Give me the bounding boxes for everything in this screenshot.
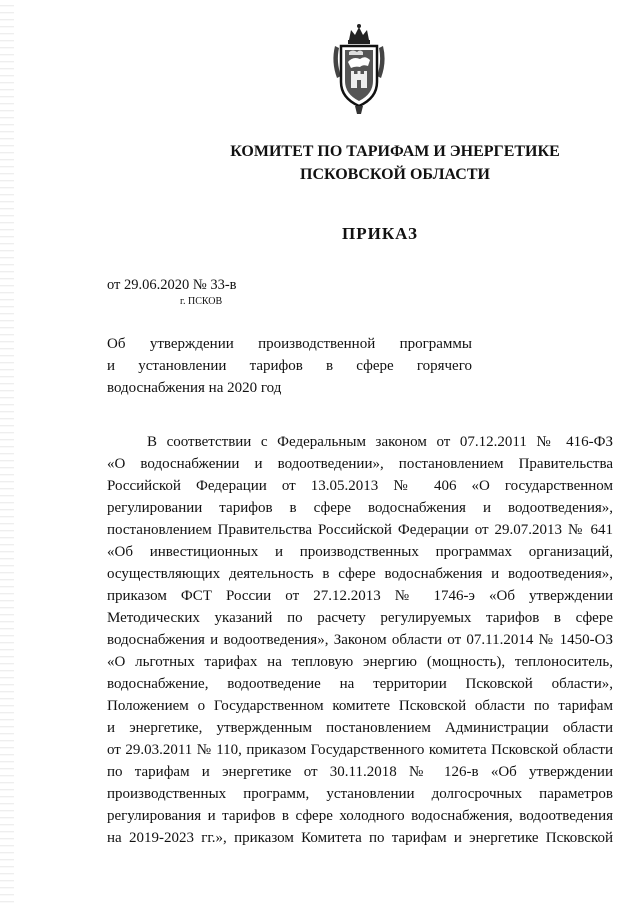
document-type-heading: ПРИКАЗ [342,224,418,243]
body-line: производственных программ, установлении долгосрочных параметров [107,786,613,802]
body-line: водоснабжение, водоотведение на территории Псковской области», [107,676,613,692]
document-city: г. ПСКОВ [180,296,223,307]
document-subject [107,333,472,399]
subject-line: Об утверждении производственной программы [107,336,472,352]
body-line: В соответствии с Федеральным законом от 07.12.2011 № 416-ФЗ [147,434,613,450]
body-line: Методических указаний по расчету регулируемых тарифов в сфере [107,610,613,626]
body-line: «Об инвестиционных и производственных программах организаций, [107,544,613,560]
organization-line1: КОМИТЕТ ПО ТАРИФАМ И ЭНЕРГЕТИКЕ [230,143,560,160]
document-body [107,431,613,849]
document-date-number: от 29.06.2020 № 33-в [107,277,237,293]
body-line: регулировании тарифов в сфере водоснабжения и водоотведения», [107,500,613,516]
body-line: по тарифам и энергетике от 30.11.2018 № 126-в «Об утверждении [107,764,613,780]
body-line: водоснабжения и водоотведения», Законом области от 07.11.2014 № 1450-ОЗ [107,632,613,648]
body-line: Положением о Государственном комитете Псковской области по тарифам [107,698,613,714]
organization-line2: ПСКОВСКОЙ ОБЛАСТИ [300,166,490,183]
body-line: Российской Федерации от 13.05.2013 № 406 «О государственном [107,478,613,494]
body-line: осуществляющих деятельность в сфере водоснабжения и водоотведения», [107,566,613,582]
scan-edge-artifact [0,0,14,905]
body-line: приказом ФСТ России от 27.12.2013 № 1746-э «Об утверждении [107,588,613,604]
subject-line: и установлении тарифов в сфере горячего [107,358,472,374]
body-line: регулирования и тарифов в сфере холодного водоснабжения, водоотведения [107,808,613,824]
body-line: от 29.03.2011 № 110, приказом Государственного комитета Псковской области [107,742,613,758]
body-line: «О водоснабжении и водоотведении», постановлением Правительства [107,456,613,472]
body-line: на 2019-2023 гг.», приказом Комитета по тарифам и энергетике Псковской [107,830,613,846]
coat-of-arms-icon [327,22,391,116]
body-line: постановлением Правительства Российской Федерации от 29.07.2013 № 641 [107,522,613,538]
body-line: и энергетике, утвержденным постановлением Администрации области [107,720,613,736]
subject-line: водоснабжения на 2020 год [107,380,282,396]
organization-name [200,140,590,186]
body-line: «О льготных тарифах на тепловую энергию (мощность), теплоноситель, [107,654,613,670]
